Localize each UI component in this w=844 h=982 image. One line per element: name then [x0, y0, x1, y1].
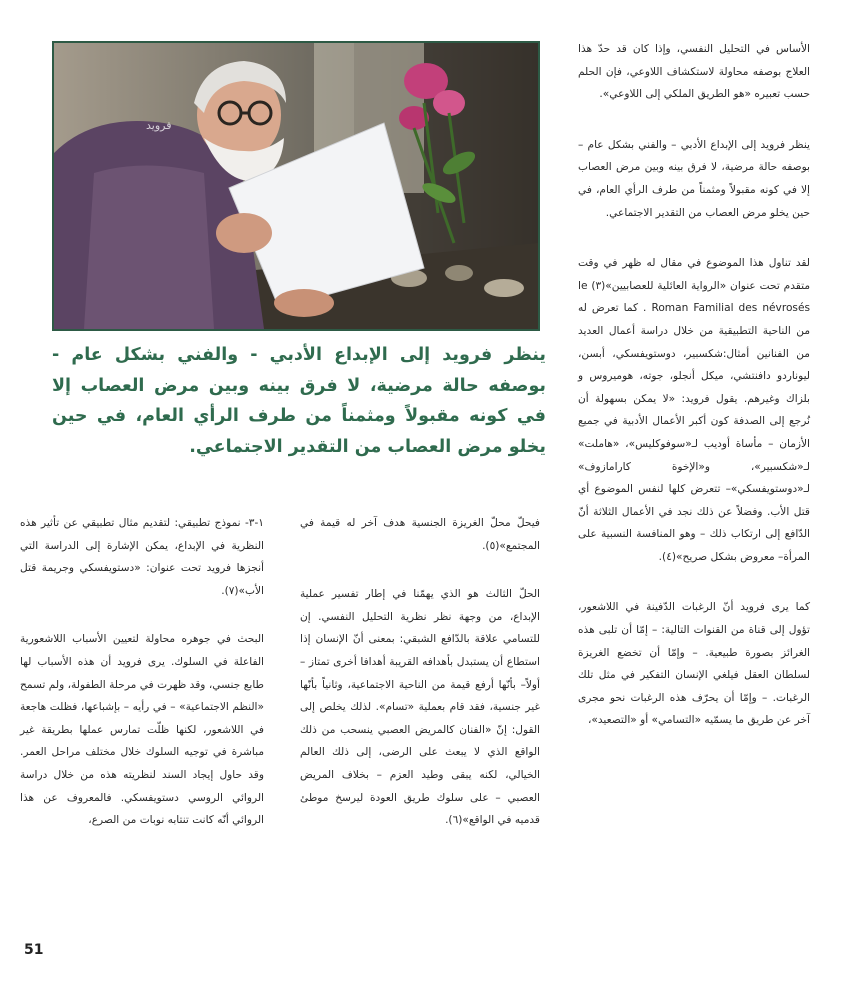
- paragraph: ١-٣- نموذج تطبيقي: لتقديم مثال تطبيقي عن تأثير هذه النظرية في الإبداع، يمكن الإشارة إلى الدراسة التي أنجزها فرويد تحت عنوان: «دستويفسكي وجريمة قتل الأب»(٧).: [20, 517, 264, 597]
- paragraph: فيحلّ محلّ الغريزة الجنسية هدف آخر له قيمة في المجتمع»(٥).: [300, 517, 540, 552]
- page-number: 51: [24, 942, 44, 958]
- middle-text-column: [300, 512, 540, 858]
- freud-photo: [52, 41, 540, 331]
- paragraph: كما يرى فرويد أنّ الرغبات الدّفينة في اللاشعور، تؤول إلى قناة من القنوات التالية: – إمّا أن تلبى هذه الغرائز بصورة طبيعية. – وإمّا أن تخضع الغريزة لسلطان العقل فيلغي الإنسان التفكير في مثل تلك الرغبات. – وإمّا أن يحرّف هذه الرغبات نحو مجرى آخر عن طريق ما يسمّيه «التسامي» أو «التصعيد»،: [578, 601, 810, 727]
- paragraph: لقد تناول هذا الموضوع في مقال له ظهر في وقت متقدم تحت عنوان «الرواية العائلية للعصابيين»(٣) le Roman Familial des névrosés . كما تعرض له من الناحية التطبيقية من خلال دراسة أعمال العديد من الفنانين أمثال:شكسبير، دوستويفسكي، أبسن، ليوناردو دافنتشي، ميكل أنجلو، جوته، هوميروس و بلزاك وغيرهم. يقول فرويد: «لا يمكن بسهولة أن نُرجع إلى الصدفة كون أكبر الأعمال الأدبية في جميع الأزمان – مأساة أوديب لـ«سوفوكليس»، «هاملت» لـ«شكسبير»، و«الإخوة كارامازوف» لـ«دوستويفسكي»– تتعرض كلها لنفس الموضوع أي قتل الأب. وفضلاً عن ذلك نجد في الأعمال الثلاثة أنّ الدّافع إلى ارتكاب ذلك – وهو المنافسة النسبية على المرأة– معروض بشكل صريح»(٤).: [578, 257, 810, 563]
- left-text-column: [20, 512, 264, 858]
- paragraph: الحلّ الثالث هو الذي يهمّنا في إطار تفسير عملية الإبداع، من وجهة نظر نظرية التحليل النفسي. إن للتسامي علاقة بالدّافع الشبقي: بمعنى أنّ الإنسان إذا استطاع أن يستبدل بأهدافه القريبة أهدافا أخرى تمتاز – أولاً– بأنّها أرفع قيمة من الناحية الاجتماعية، وثانياً بأنّها غير جنسية، فقد قام بعملية «تسام». لذلك يخلص إلى القول: إنّ «الفنان كالمريض العصبي ينسحب من ذلك الواقع الذي لا يبعث على الرضى، إلى ذلك العالم الخيالي، لكنه يبقى وطيد العزم – بخلاف المريض العصبي – على سلوك طريق العودة ليرسخ موطئ قدميه في الواقع»(٦).: [300, 588, 540, 827]
- freud-illustration: [54, 43, 538, 329]
- pull-quote: ينظر فرويد إلى الإبداع الأدبي - والفني بشكل عام - بوصفه حالة مرضية، لا فرق بينه وبين مرض العصاب إلا في كونه مقبولاً ومثمناً من طرف الرأي العام، في حين يخلو مرض العصاب من التقدير الاجتماعي.: [52, 345, 546, 457]
- photo-watermark: فرويد: [146, 119, 172, 132]
- paragraph: الأساس في التحليل النفسي، وإذا كان قد حدّ هذا العلاج بوصفه محاولة لاستكشاف اللاوعي، فإن الحلم حسب تعبيره «هو الطريق الملكي إلى اللاوعي».: [578, 43, 810, 101]
- paragraph: البحث في جوهره محاولة لتعيين الأسباب اللاشعورية الفاعلة في السلوك. يرى فرويد أن هذه الأسباب لها طابع جنسي، وقد ظهرت في مرحلة الطفولة، ولم تسمح «النظم الاجتماعية» – في رأيه – بإشباعها، فظلت هاجعة في اللاشعور، لكنها ظلّت تمارس عملها بطريقة غير مباشرة في توجيه السلوك خلال مختلف مراحل العمر. وقد حاول إيجاد السند لنظريته هذه من خلال دراسة الروائي الروسي دستويفسكي. فالمعروف عن هذا الروائي أنّه كانت تنتابه نوبات من الصرع،: [20, 633, 264, 827]
- right-text-column: [578, 38, 810, 760]
- paragraph: ينظر فرويد إلى الإبداع الأدبي – والفني بشكل عام – بوصفه حالة مرضية، لا فرق بينه وبين مرض العصاب إلا في كونه مقبولاً ومثمناً من طرف الرأي العام، في حين يخلو مرض العصاب من التقدير الاجتماعي.: [578, 138, 810, 219]
